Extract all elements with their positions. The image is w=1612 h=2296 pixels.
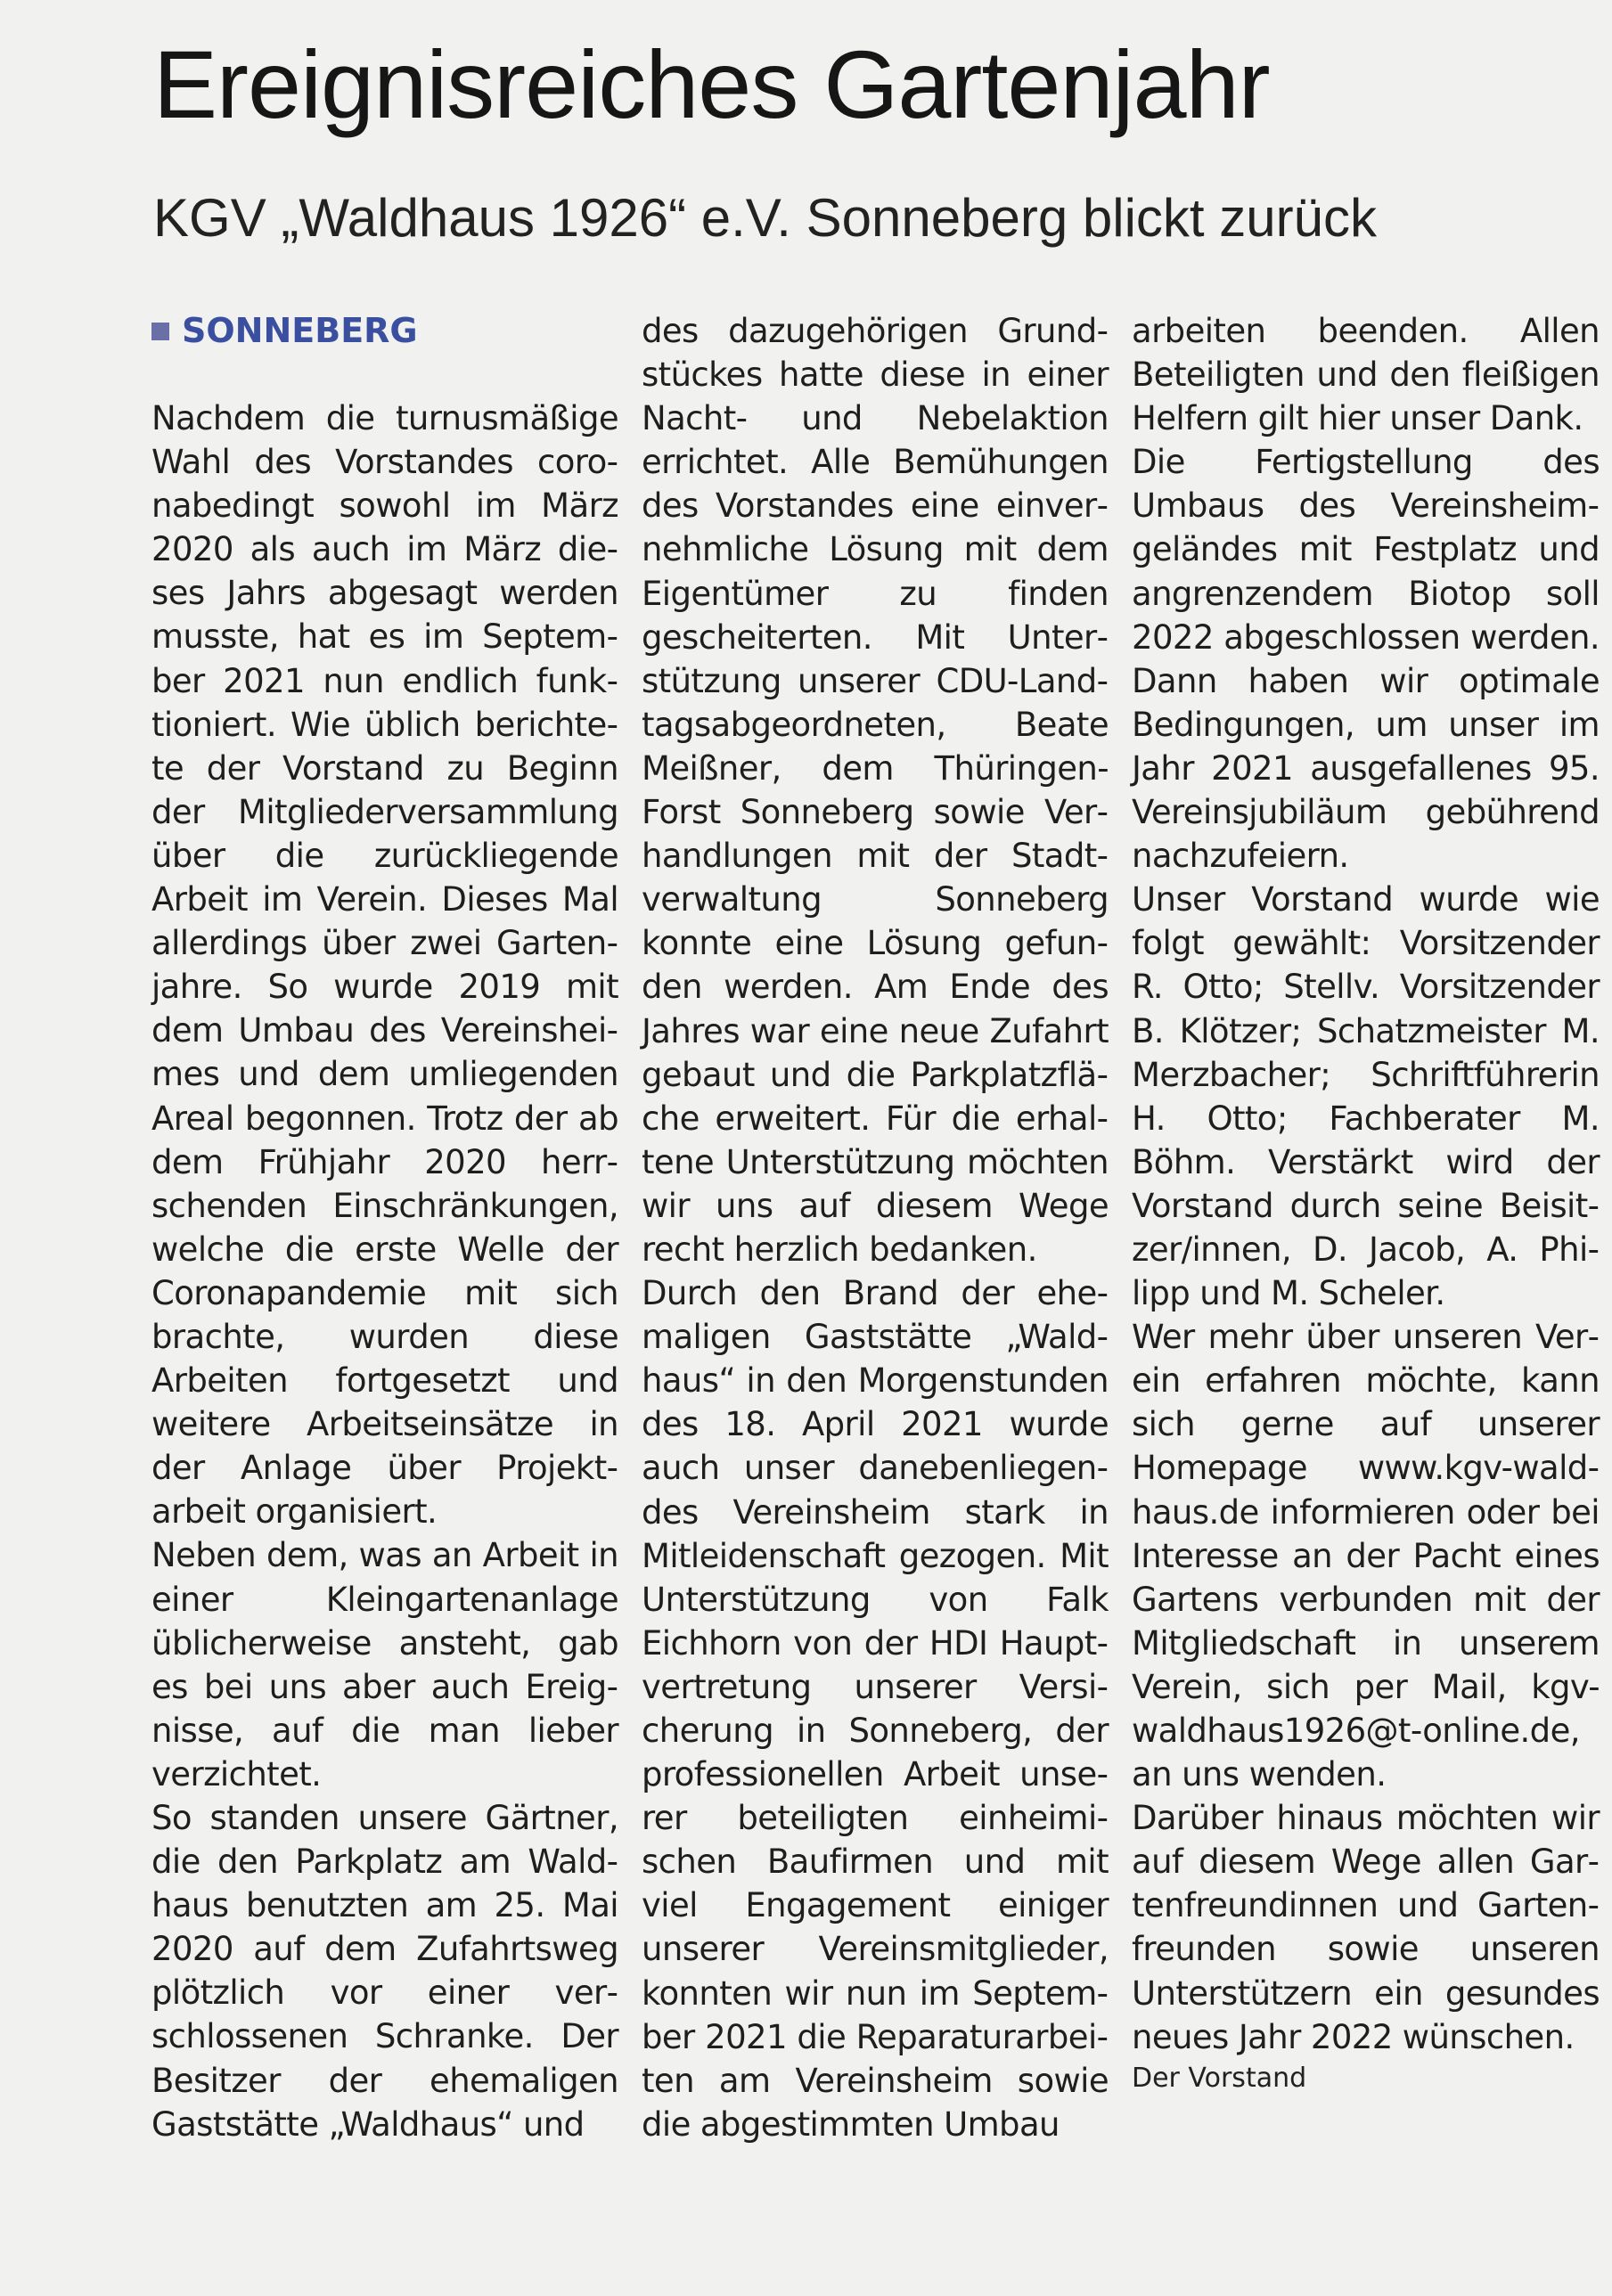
- col3-paragraph-2: Die Fertigstellung des Umbaus des Vereinsheimgeländes mit Festplatz und angrenzendem Biotop soll 2022 abgeschlossen werden. Dann haben wir optimale Bedingungen, um unser im Jahr 2021 ausgefallenes 95. Vereinsjubiläum gebührend nachzufeiern.: [1132, 443, 1600, 876]
- col2-paragraph-1: des dazugehörigen Grundstückes hatte diese in einer Nacht- und Nebelaktion errichtet. Alle Bemühungen des Vorstandes eine einvernehmliche Lösung mit dem Eigentümer zu finden gescheiterten. Mit Unterstützung unserer CDU-Landtagsabgeordneten, Beate Meißner, dem Thüringen-Forst Sonneberg sowie Verhandlungen mit der Stadtverwaltung Sonneberg konnte eine Lösung gefunden werden. Am Ende des Jahres war eine neue Zufahrt gebaut und die Parkplatzfläche erweitert. Für die erhaltene Unterstützung möchten wir uns auf diesem Wege recht herzlich bedanken.: [642, 312, 1109, 1269]
- col1-paragraph-1: Nachdem die turnusmäßige Wahl des Vorstandes coronabedingt sowohl im März 2020 als auch im März dieses Jahrs abgesagt werden musste, hat es im September 2021 nun endlich funktioniert. Wie üblich berichtete der Vorstand zu Beginn der Mitgliederversammlung über die zurückliegende Arbeit im Verein. Dieses Mal allerdings über zwei Gartenjahre. So wurde 2019 mit dem Umbau des Vereinsheimes und dem umliegenden Areal begonnen. Trotz der ab dem Frühjahr 2020 herrschenden Einschränkungen, welche die erste Welle der Coronapandemie mit sich brachte, wurden diese Arbeiten fortgesetzt und weitere Arbeitseinsätze in der Anlage über Projektarbeit organisiert.: [151, 399, 618, 1532]
- signature: Der Vorstand: [1132, 2062, 1307, 2094]
- dateline-square-icon: [151, 323, 169, 340]
- article-column-2: [642, 309, 1109, 2146]
- col1-paragraph-2: Neben dem, was an Arbeit in einer Kleingartenanlage üblicherweise ansteht, gab es bei uns aber auch Ereignisse, auf die man lieber verzichtet.: [151, 1536, 618, 1793]
- col3-paragraph-5: Darüber hinaus möchten wir auf diesem Wege allen Gartenfreundinnen und Gartenfreunden sowie unseren Unterstützern ein gesundes neues Jahr 2022 wünschen.: [1132, 1799, 1600, 2056]
- headline: Ereignisreiches Gartenjahr: [153, 30, 1270, 138]
- article-column-1: [151, 309, 618, 2146]
- col1-paragraph-3: So standen unsere Gärtner, die den Parkplatz am Waldhaus benutzten am 25. Mai 2020 auf dem Zufahrtsweg plötzlich vor einer verschlossenen Schranke. Der Besitzer der ehemaligen Gaststätte „Waldhaus“ und: [151, 1799, 618, 2144]
- subheadline: KGV „Waldhaus 1926“ e.V. Sonneberg blickt zurück: [153, 188, 1377, 248]
- dateline-text: SONNEBERG: [182, 310, 418, 350]
- dateline: [151, 309, 618, 353]
- col3-paragraph-3: Unser Vorstand wurde wie folgt gewählt: Vorsitzender R. Otto; Stellv. Vorsitzender B. Klötzer; Schatzmeister M. Merzbacher; Schriftführerin H. Otto; Fachberater M. Böhm. Verstärkt wird der Vorstand durch seine Beisitzer/innen, D. Jacob, A. Philipp und M. Scheler.: [1132, 880, 1600, 1313]
- article-column-3: [1132, 309, 1600, 2098]
- col3-paragraph-4: Wer mehr über unseren Verein erfahren möchte, kann sich gerne auf unserer Homepage www.kgv-waldhaus.de informieren oder bei Interesse an der Pacht eines Gartens verbunden mit der Mitgliedschaft in unserem Verein, sich per Mail, kgv-waldhaus1926@t-online.de, an uns wenden.: [1132, 1318, 1600, 1794]
- col2-paragraph-2: Durch den Brand der ehemaligen Gaststätte „Waldhaus“ in den Morgenstunden des 18. April 2021 wurde auch unser danebenliegendes Vereinsheim stark in Mitleidenschaft gezogen. Mit Unterstützung von Falk Eichhorn von der HDI Hauptvertretung unserer Versicherung in Sonneberg, der professionellen Arbeit unserer beteiligten einheimischen Baufirmen und mit viel Engagement einiger unserer Vereinsmitglieder, konnten wir nun im September 2021 die Reparaturarbeiten am Vereinsheim sowie die abgestimmten Umbau: [642, 1274, 1109, 2144]
- col3-paragraph-1: arbeiten beenden. Allen Beteiligten und den fleißigen Helfern gilt hier unser Dank.: [1132, 312, 1600, 438]
